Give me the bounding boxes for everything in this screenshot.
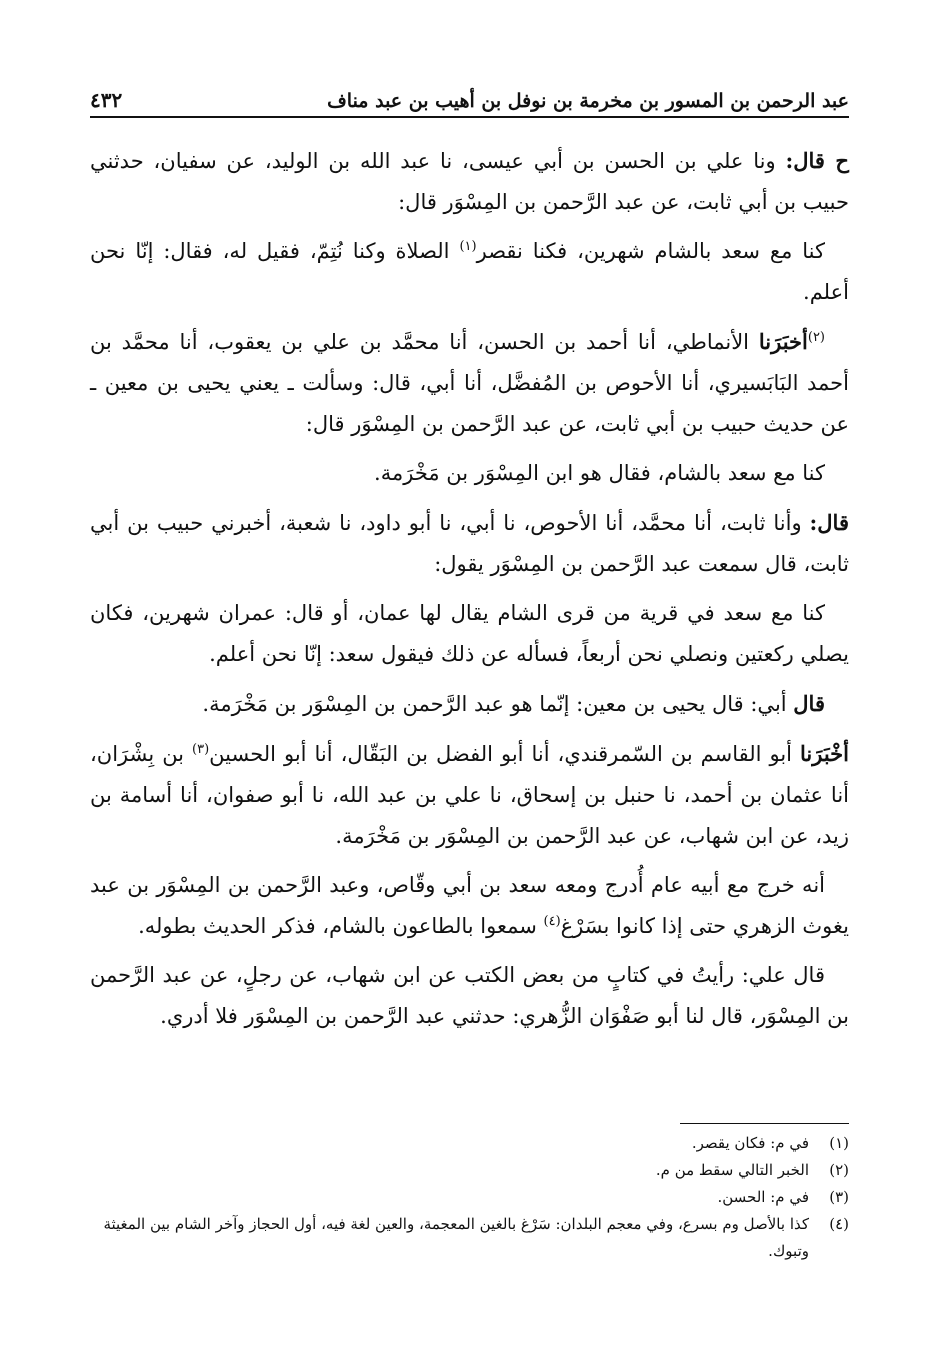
footnotes [90, 1130, 849, 1265]
footnote [90, 1211, 849, 1265]
paragraph [90, 733, 849, 857]
footnote-ref: (٤) [543, 914, 561, 929]
footnote-number: (٢) [829, 1161, 849, 1179]
paragraph-text: كنا مع سعد في قرية من قرى الشام يقال لها عمان، أو قال: عمران شهرين، فكان يصلي ركعتين ونصلي نحن أربعاً، فسأله عن ذلك فيقول سعد: إنّا نحن أعلم. [90, 601, 849, 666]
paragraph-text: كنا مع سعد بالشام، فقال هو ابن المِسْوَر بن مَخْرَمة. [374, 461, 825, 485]
paragraph [90, 231, 849, 313]
footnote [90, 1184, 849, 1211]
paragraph-lead: أخبَرَنا [758, 329, 808, 354]
paragraph-text: سمعوا بالطاعون بالشام، فذكر الحديث بطوله. [138, 914, 544, 938]
footnote [90, 1157, 849, 1184]
footnote-ref: (١) [459, 239, 477, 254]
footnote-ref: (٣) [192, 742, 210, 757]
paragraph-lead: قال: [809, 510, 849, 535]
header-title: عبد الرحمن بن المسور بن مخرمة بن نوفل بن أهيب بن عبد مناف [327, 90, 849, 112]
paragraph-text: بن بِشْرَان، أنا عثمان بن أحمد، نا حنبل بن إسحاق، نا علي بن عبد الله، نا أبو صفوان، أنا أسامة بن زيد، عن ابن شهاب، عن عبد الرَّحمن بن المِسْوَر بن مَخْرَمة. [90, 742, 849, 848]
footnote-text: كذا بالأصل وم بسرع، وفي معجم البلدان: سَرْغ بالغين المعجمة، والعين لغة فيه، أول الحجاز وآخر الشام بين المغيثة وتبوك. [103, 1215, 809, 1260]
footnote-number: (٤) [829, 1215, 849, 1233]
paragraph-text: قال علي: رأيتُ في كتابٍ من بعض الكتب عن ابن شهاب، عن رجلٍ، عن عبد الرَّحمن بن المِسْوَر، قال لنا أبو صَفْوَان الزُّهري: حدثني عبد الرَّحمن بن المِسْوَر فلا أدري. [90, 963, 849, 1028]
paragraph-lead: أخْبَرَنا [800, 741, 849, 766]
paragraph-lead: قال [793, 691, 825, 716]
page-header [90, 72, 849, 118]
paragraph-text: الأنماطي، أنا أحمد بن الحسن، أنا محمَّد بن علي بن يعقوب، أنا محمَّد بن أحمد البَابَسيري، أنا الأحوص بن المُفضَّل، أنا أبي، قال: وسألت ـ يعني يحيى بن معين ـ عن حديث حبيب بن أبي ثابت، عن عبد الرَّحمن بن المِسْوَر قال: [90, 330, 849, 436]
paragraph [90, 865, 849, 947]
paragraph [90, 683, 849, 725]
page-number: ٤٣٢ [90, 88, 123, 112]
paragraph-text: وأنا ثابت، أنا محمَّد، أنا الأحوص، نا أبي، نا أبو داود، نا شعبة، أخبرني حبيب بن أبي ثابت، قال سمعت عبد الرَّحمن بن المِسْوَر يقول: [90, 511, 849, 576]
footnote-text: الخبر التالي سقط من م. [655, 1161, 809, 1179]
paragraph [90, 955, 849, 1037]
footnote-text: في م: الحسن. [717, 1188, 809, 1206]
footnote-ref: (٢) [807, 330, 825, 345]
paragraph [90, 140, 849, 223]
paragraph-text: كنا مع سعد بالشام شهرين، فكنا نقصر [476, 239, 826, 263]
paragraph-text: أبي: قال يحيى بن معين: إنّما هو عبد الرَّحمن بن المِسْوَر بن مَخْرَمة. [202, 692, 794, 716]
footnote-number: (١) [829, 1134, 849, 1152]
footnote-divider [680, 1123, 849, 1124]
paragraph-text: الصلاة وكنا نُتِمّ، فقيل له، فقال: إنّا نحن أعلم. [90, 239, 849, 304]
paragraph-text: أبو القاسم بن السّمرقندي، أنا أبو الفضل بن البَقّال، أنا أبو الحسين [209, 742, 800, 766]
paragraph [90, 502, 849, 585]
footnote [90, 1130, 849, 1157]
footnote-text: في م: فكان يقصر. [691, 1134, 809, 1152]
paragraph-lead: ح قال: [785, 148, 849, 173]
paragraph [90, 453, 849, 494]
body-text [90, 140, 849, 1045]
footnote-number: (٣) [829, 1188, 849, 1206]
paragraph [90, 321, 849, 445]
paragraph-text: أنه خرج مع أبيه عام أُدرج ومعه سعد بن أبي وقّاص، وعبد الرَّحمن بن المِسْوَر بن عبد يغوث الزهري حتى إذا كانوا بسَرْغ [90, 873, 849, 938]
paragraph-text: ونا علي بن الحسن بن أبي عيسى، نا عبد الله بن الوليد، عن سفيان، حدثني حبيب بن أبي ثابت، عن عبد الرَّحمن بن المِسْوَر قال: [90, 149, 849, 214]
paragraph [90, 593, 849, 675]
